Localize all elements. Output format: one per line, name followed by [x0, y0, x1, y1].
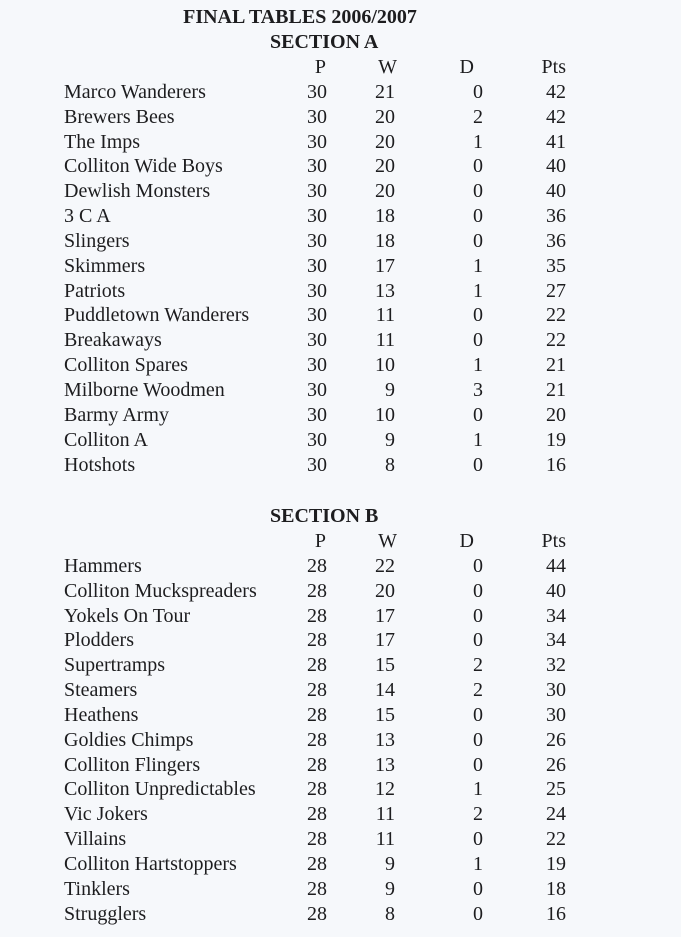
- header-p: P: [314, 530, 326, 552]
- table-row: [0, 579, 681, 604]
- drawn: 0: [473, 329, 483, 352]
- played: 28: [307, 877, 327, 900]
- table-row: [0, 378, 681, 403]
- drawn: 0: [473, 753, 483, 776]
- table-row: [0, 453, 681, 478]
- drawn: 3: [473, 378, 483, 401]
- won: 9: [385, 378, 395, 401]
- played: 30: [307, 329, 327, 352]
- points: 40: [546, 155, 566, 178]
- points: 16: [546, 902, 566, 925]
- team-name: Steamers: [64, 679, 138, 702]
- team-name: Breakaways: [64, 329, 162, 352]
- won: 11: [375, 329, 395, 352]
- section-a-title: SECTION A: [270, 31, 379, 53]
- drawn: 1: [473, 778, 483, 801]
- drawn: 0: [473, 304, 483, 327]
- header-d: D: [459, 530, 474, 552]
- team-name: Dewlish Monsters: [64, 180, 211, 203]
- points: 22: [546, 828, 566, 851]
- won: 13: [375, 728, 395, 751]
- drawn: 2: [473, 654, 483, 677]
- table-row: [0, 428, 681, 453]
- team-name: Marco Wanderers: [64, 80, 206, 103]
- drawn: 0: [473, 629, 483, 652]
- played: 30: [307, 354, 327, 377]
- team-name: 3 C A: [64, 205, 111, 228]
- drawn: 1: [473, 354, 483, 377]
- points: 26: [546, 728, 566, 751]
- points: 32: [546, 654, 566, 677]
- points: 34: [546, 629, 566, 652]
- table-row: [0, 604, 681, 629]
- table-row: [0, 628, 681, 653]
- team-name: Hammers: [64, 554, 142, 577]
- played: 28: [307, 852, 327, 875]
- drawn: 0: [473, 554, 483, 577]
- team-name: Vic Jokers: [64, 803, 148, 826]
- team-name: Strugglers: [64, 902, 147, 925]
- points: 41: [546, 130, 566, 153]
- drawn: 0: [473, 403, 483, 426]
- team-name: Tinklers: [64, 877, 130, 900]
- points: 40: [546, 579, 566, 602]
- header-d: D: [459, 56, 474, 78]
- header-w: W: [378, 530, 397, 552]
- points: 42: [546, 80, 566, 103]
- drawn: 0: [473, 180, 483, 203]
- points: 34: [546, 604, 566, 627]
- played: 30: [307, 304, 327, 327]
- played: 28: [307, 554, 327, 577]
- drawn: 1: [473, 852, 483, 875]
- won: 18: [375, 229, 395, 252]
- won: 14: [375, 679, 395, 702]
- drawn: 0: [473, 229, 483, 252]
- played: 30: [307, 403, 327, 426]
- team-name: Colliton Flingers: [64, 753, 201, 776]
- drawn: 0: [473, 453, 483, 476]
- won: 22: [375, 554, 395, 577]
- points: 36: [546, 229, 566, 252]
- team-name: Heathens: [64, 703, 139, 726]
- table-row: [0, 254, 681, 279]
- points: 22: [546, 304, 566, 327]
- played: 30: [307, 155, 327, 178]
- won: 8: [385, 902, 395, 925]
- won: 17: [375, 629, 395, 652]
- played: 30: [307, 378, 327, 401]
- drawn: 0: [473, 703, 483, 726]
- won: 20: [375, 155, 395, 178]
- points: 21: [546, 378, 566, 401]
- section-a-table: [0, 55, 681, 477]
- drawn: 2: [473, 803, 483, 826]
- points: 19: [546, 852, 566, 875]
- table-row: [0, 852, 681, 877]
- drawn: 2: [473, 679, 483, 702]
- won: 20: [375, 130, 395, 153]
- team-name: Puddletown Wanderers: [64, 304, 250, 327]
- drawn: 0: [473, 877, 483, 900]
- played: 30: [307, 130, 327, 153]
- team-name: Colliton Muckspreaders: [64, 579, 257, 602]
- points: 30: [546, 679, 566, 702]
- drawn: 0: [473, 604, 483, 627]
- played: 28: [307, 604, 327, 627]
- won: 20: [375, 105, 395, 128]
- table-row: [0, 303, 681, 328]
- points: 44: [546, 554, 566, 577]
- played: 30: [307, 279, 327, 302]
- section-b-table: [0, 529, 681, 927]
- table-row: [0, 827, 681, 852]
- team-name: Slingers: [64, 229, 130, 252]
- played: 30: [307, 254, 327, 277]
- played: 30: [307, 453, 327, 476]
- team-name: Villains: [64, 828, 127, 851]
- header-pts: Pts: [541, 56, 566, 78]
- drawn: 0: [473, 80, 483, 103]
- team-name: Colliton Hartstoppers: [64, 852, 237, 875]
- table-row: [0, 678, 681, 703]
- drawn: 1: [473, 254, 483, 277]
- drawn: 0: [473, 828, 483, 851]
- team-name: Supertramps: [64, 654, 166, 677]
- won: 8: [385, 453, 395, 476]
- played: 30: [307, 205, 327, 228]
- points: 40: [546, 180, 566, 203]
- team-name: Colliton Spares: [64, 354, 188, 377]
- team-name: Milborne Woodmen: [64, 378, 225, 401]
- header-p: P: [314, 56, 326, 78]
- points: 26: [546, 753, 566, 776]
- team-name: Colliton Wide Boys: [64, 155, 223, 178]
- played: 28: [307, 629, 327, 652]
- points: 20: [546, 403, 566, 426]
- drawn: 0: [473, 728, 483, 751]
- won: 10: [375, 354, 395, 377]
- won: 17: [375, 254, 395, 277]
- won: 15: [375, 703, 395, 726]
- table-row: [0, 777, 681, 802]
- team-name: Patriots: [64, 279, 126, 302]
- team-name: Brewers Bees: [64, 105, 175, 128]
- points: 24: [546, 803, 566, 826]
- team-name: Goldies Chimps: [64, 728, 194, 751]
- drawn: 1: [473, 130, 483, 153]
- team-name: The Imps: [64, 130, 141, 153]
- points: 25: [546, 778, 566, 801]
- table-row: [0, 229, 681, 254]
- won: 20: [375, 180, 395, 203]
- won: 11: [375, 304, 395, 327]
- played: 28: [307, 679, 327, 702]
- won: 11: [375, 803, 395, 826]
- team-name: Skimmers: [64, 254, 146, 277]
- page-title: FINAL TABLES 2006/2007: [183, 6, 417, 28]
- table-row: [0, 154, 681, 179]
- won: 10: [375, 403, 395, 426]
- team-name: Barmy Army: [64, 403, 169, 426]
- points: 16: [546, 453, 566, 476]
- points: 30: [546, 703, 566, 726]
- team-name: Plodders: [64, 629, 134, 652]
- played: 28: [307, 703, 327, 726]
- points: 21: [546, 354, 566, 377]
- points: 35: [546, 254, 566, 277]
- table-row: [0, 703, 681, 728]
- played: 30: [307, 105, 327, 128]
- table-row: [0, 554, 681, 579]
- drawn: 1: [473, 279, 483, 302]
- played: 30: [307, 180, 327, 203]
- table-row: [0, 403, 681, 428]
- table-header: [0, 55, 681, 80]
- team-name: Hotshots: [64, 453, 136, 476]
- table-header: [0, 529, 681, 554]
- table-row: [0, 802, 681, 827]
- played: 30: [307, 80, 327, 103]
- table-row: [0, 653, 681, 678]
- drawn: 0: [473, 155, 483, 178]
- played: 28: [307, 902, 327, 925]
- played: 28: [307, 728, 327, 751]
- drawn: 0: [473, 205, 483, 228]
- won: 9: [385, 877, 395, 900]
- drawn: 0: [473, 579, 483, 602]
- played: 28: [307, 778, 327, 801]
- played: 28: [307, 654, 327, 677]
- table-row: [0, 902, 681, 927]
- won: 9: [385, 428, 395, 451]
- table-row: [0, 753, 681, 778]
- points: 42: [546, 105, 566, 128]
- points: 19: [546, 428, 566, 451]
- table-row: [0, 130, 681, 155]
- won: 9: [385, 852, 395, 875]
- table-row: [0, 279, 681, 304]
- team-name: Colliton A: [64, 428, 148, 451]
- played: 28: [307, 803, 327, 826]
- won: 17: [375, 604, 395, 627]
- table-row: [0, 328, 681, 353]
- table-row: [0, 353, 681, 378]
- played: 30: [307, 428, 327, 451]
- table-row: [0, 80, 681, 105]
- won: 13: [375, 753, 395, 776]
- drawn: 0: [473, 902, 483, 925]
- won: 13: [375, 279, 395, 302]
- drawn: 1: [473, 428, 483, 451]
- points: 36: [546, 205, 566, 228]
- section-b-title: SECTION B: [270, 505, 379, 527]
- won: 20: [375, 579, 395, 602]
- table-row: [0, 728, 681, 753]
- points: 22: [546, 329, 566, 352]
- won: 11: [375, 828, 395, 851]
- table-row: [0, 877, 681, 902]
- drawn: 2: [473, 105, 483, 128]
- points: 27: [546, 279, 566, 302]
- team-name: Yokels On Tour: [64, 604, 191, 627]
- won: 15: [375, 654, 395, 677]
- points: 18: [546, 877, 566, 900]
- played: 28: [307, 828, 327, 851]
- table-row: [0, 105, 681, 130]
- won: 18: [375, 205, 395, 228]
- played: 30: [307, 229, 327, 252]
- played: 28: [307, 579, 327, 602]
- table-row: [0, 204, 681, 229]
- team-name: Colliton Unpredictables: [64, 778, 256, 801]
- table-row: [0, 179, 681, 204]
- header-w: W: [378, 56, 397, 78]
- header-pts: Pts: [541, 530, 566, 552]
- won: 12: [375, 778, 395, 801]
- won: 21: [375, 80, 395, 103]
- played: 28: [307, 753, 327, 776]
